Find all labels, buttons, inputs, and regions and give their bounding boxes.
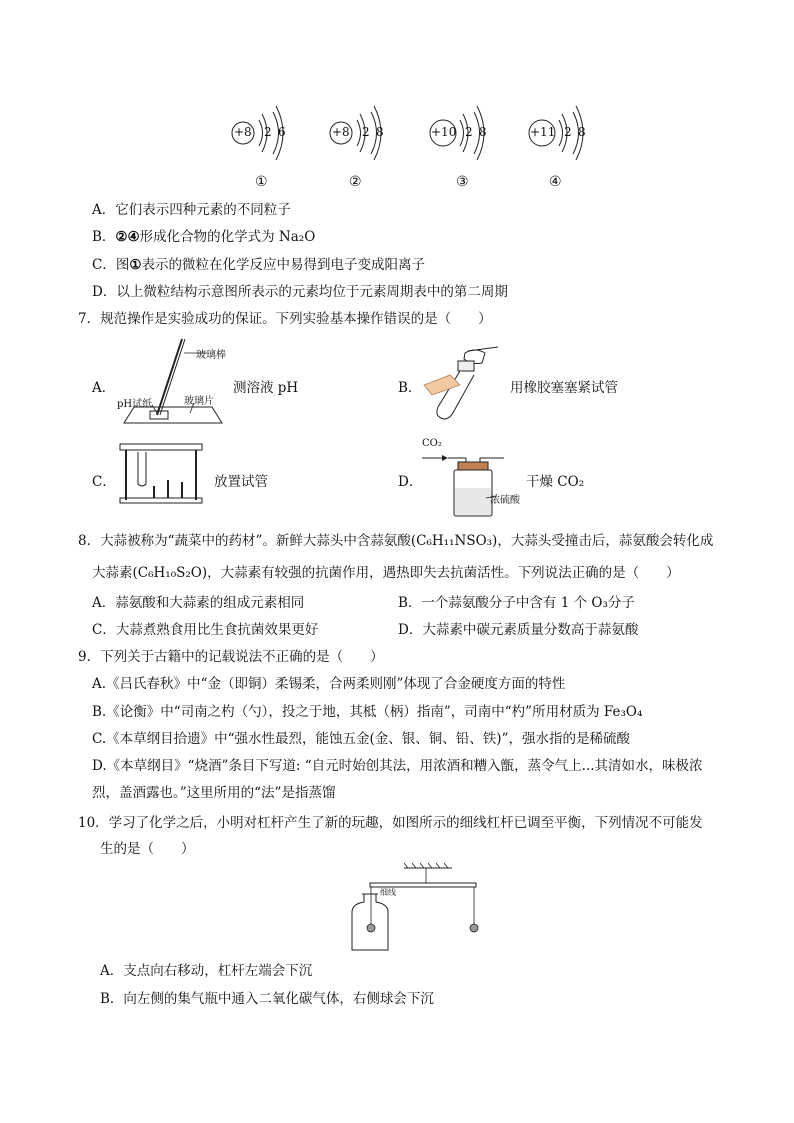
- q6-option-c: [92, 256, 425, 274]
- q9-option-a: A.《吕氏春秋》中“金（即铜）柔锡柔，合两柔则刚”体现了合金硬度方面的特性: [92, 676, 566, 692]
- shell-electrons: 2: [362, 125, 370, 139]
- nucleus-charge: +11: [530, 125, 556, 139]
- q7-d-letter: D．: [398, 474, 423, 490]
- q8-option-d: D．大蒜素中碳元素质量分数高于蒜氨酸: [398, 622, 639, 638]
- label-ph-paper: pH试纸: [117, 399, 153, 410]
- q7-c-letter: C．: [92, 474, 116, 490]
- atom-label-2: ②: [349, 174, 362, 190]
- q8-stem2-pre: 大蒜素: [92, 565, 133, 581]
- q7-b-text: 用橡胶塞塞紧试管: [510, 380, 618, 396]
- stopper-tube-illustration: [420, 345, 500, 425]
- q10-stem-line1: 10．学习了化学之后，小明对杠杆产生了新的玩趣，如图所示的细线杠杆已调至平衡，下列情况不可能发: [78, 815, 703, 831]
- shell-electrons: 2: [264, 125, 272, 139]
- atom-diagram-4: [527, 118, 607, 168]
- label-glass-plate: 玻璃片: [184, 396, 214, 407]
- q7-stem: 7．规范操作是实验成功的保证。下列实验基本操作错误的是（ ）: [78, 311, 492, 327]
- q7-c-text: 放置试管: [214, 474, 268, 490]
- q7-a-text: 测溶液 pH: [233, 380, 299, 396]
- label-conc-acid: 浓硫酸: [490, 495, 520, 506]
- q7-d-text: 干燥 CO₂: [526, 474, 585, 490]
- q8-option-a: A．蒜氨酸和大蒜素的组成元素相同: [92, 595, 305, 611]
- q7-a-letter: A．: [92, 380, 116, 396]
- q6-option-b: [92, 228, 315, 246]
- q8-option-b: B．一个蒜氨酸分子中含有 1 个 O₃分子: [398, 595, 635, 611]
- q6-option-a: A．它们表示四种元素的不同粒子: [92, 202, 291, 218]
- q9-option-d-line2: 烈，盖酒露也。”这里所用的“法”是指蒸馏: [92, 785, 336, 801]
- q8-formula-allicin: (C₆H₁₀S₂O): [132, 565, 208, 581]
- label-thread: 细线: [380, 888, 396, 897]
- q10-option-b: B．向左侧的集气瓶中通入二氧化碳气体，右侧球会下沉: [100, 991, 434, 1007]
- gas-drying-bottle-illustration: [420, 438, 515, 520]
- q8-stem2-post: ，大蒜素有较强的抗菌作用，遇热即失去抗菌活性。下列说法正确的是（ ）: [207, 565, 680, 581]
- atom-diagram-3: [428, 118, 508, 168]
- q8-stem-line1: [78, 532, 713, 550]
- q9-option-d-line1: D.《本草纲目》“烧酒”条目下写道: “自元时始创其法，用浓酒和糟入甑，蒸令气上...其清如水，味极浓: [92, 758, 703, 774]
- q6-b-text: 形成化合物的化学式为 Na₂O: [139, 229, 316, 245]
- label-co2: CO₂: [422, 438, 442, 449]
- shell-electrons: 8: [578, 125, 586, 139]
- atom-diagram-1: [230, 118, 310, 168]
- q6-b-circled: ②④: [115, 229, 140, 245]
- lever-illustration: [340, 862, 490, 952]
- q8-formula-alliin: (C₆H₁₁NSO₃): [410, 533, 498, 549]
- q6-b-letter: B．: [92, 229, 116, 245]
- q8-stem-line2: [92, 564, 680, 582]
- shell-electrons: 2: [564, 125, 572, 139]
- q10-stem-line2: 生的是（ ）: [100, 841, 195, 857]
- shell-electrons: 2: [465, 125, 473, 139]
- q6-c-circled: ①: [129, 257, 142, 273]
- q7-b-letter: B．: [398, 380, 422, 396]
- nucleus-charge: +10: [431, 125, 457, 139]
- shell-electrons: 6: [278, 125, 286, 139]
- atom-diagram-2: [328, 118, 408, 168]
- q6-c-text: 表示的微粒在化学反应中易得到电子变成阳离子: [141, 257, 425, 273]
- atom-label-1: ①: [255, 174, 268, 190]
- q8-stem-pre: 8．大蒜被称为“蔬菜中的药材”。新鲜大蒜头中含蒜氨酸: [78, 533, 411, 549]
- tube-rack-illustration: [118, 440, 206, 505]
- q6-c-letter: C．图: [92, 257, 130, 273]
- nucleus-charge: +8: [332, 125, 350, 139]
- atom-label-3: ③: [456, 174, 469, 190]
- label-glass-rod: 玻璃棒: [196, 350, 226, 361]
- atom-label-4: ④: [549, 174, 562, 190]
- q10-option-a: A．支点向右移动，杠杆左端会下沉: [100, 963, 313, 979]
- shell-electrons: 8: [376, 125, 384, 139]
- q6-option-d: D．以上微粒结构示意图所表示的元素均位于元素周期表中的第二周期: [92, 284, 508, 300]
- q9-option-b: B.《论衡》中“司南之杓（勺），投之于地，其柢（柄）指南”，司南中“杓”所用材质为 Fe₃O₄: [92, 704, 643, 720]
- shell-electrons: 8: [479, 125, 487, 139]
- nucleus-charge: +8: [234, 125, 252, 139]
- q9-stem: 9．下列关于古籍中的记载说法不正确的是（ ）: [78, 649, 384, 665]
- q9-option-c: C.《本草纲目拾遗》中“强水性最烈，能蚀五金(金、银、铜、铅、铁)”，强水指的是稀硫酸: [92, 731, 630, 747]
- q8-option-c: C．大蒜煮熟食用比生食抗菌效果更好: [92, 622, 319, 638]
- q8-stem-post: ，大蒜头受撞击后，蒜氨酸会转化成: [497, 533, 714, 549]
